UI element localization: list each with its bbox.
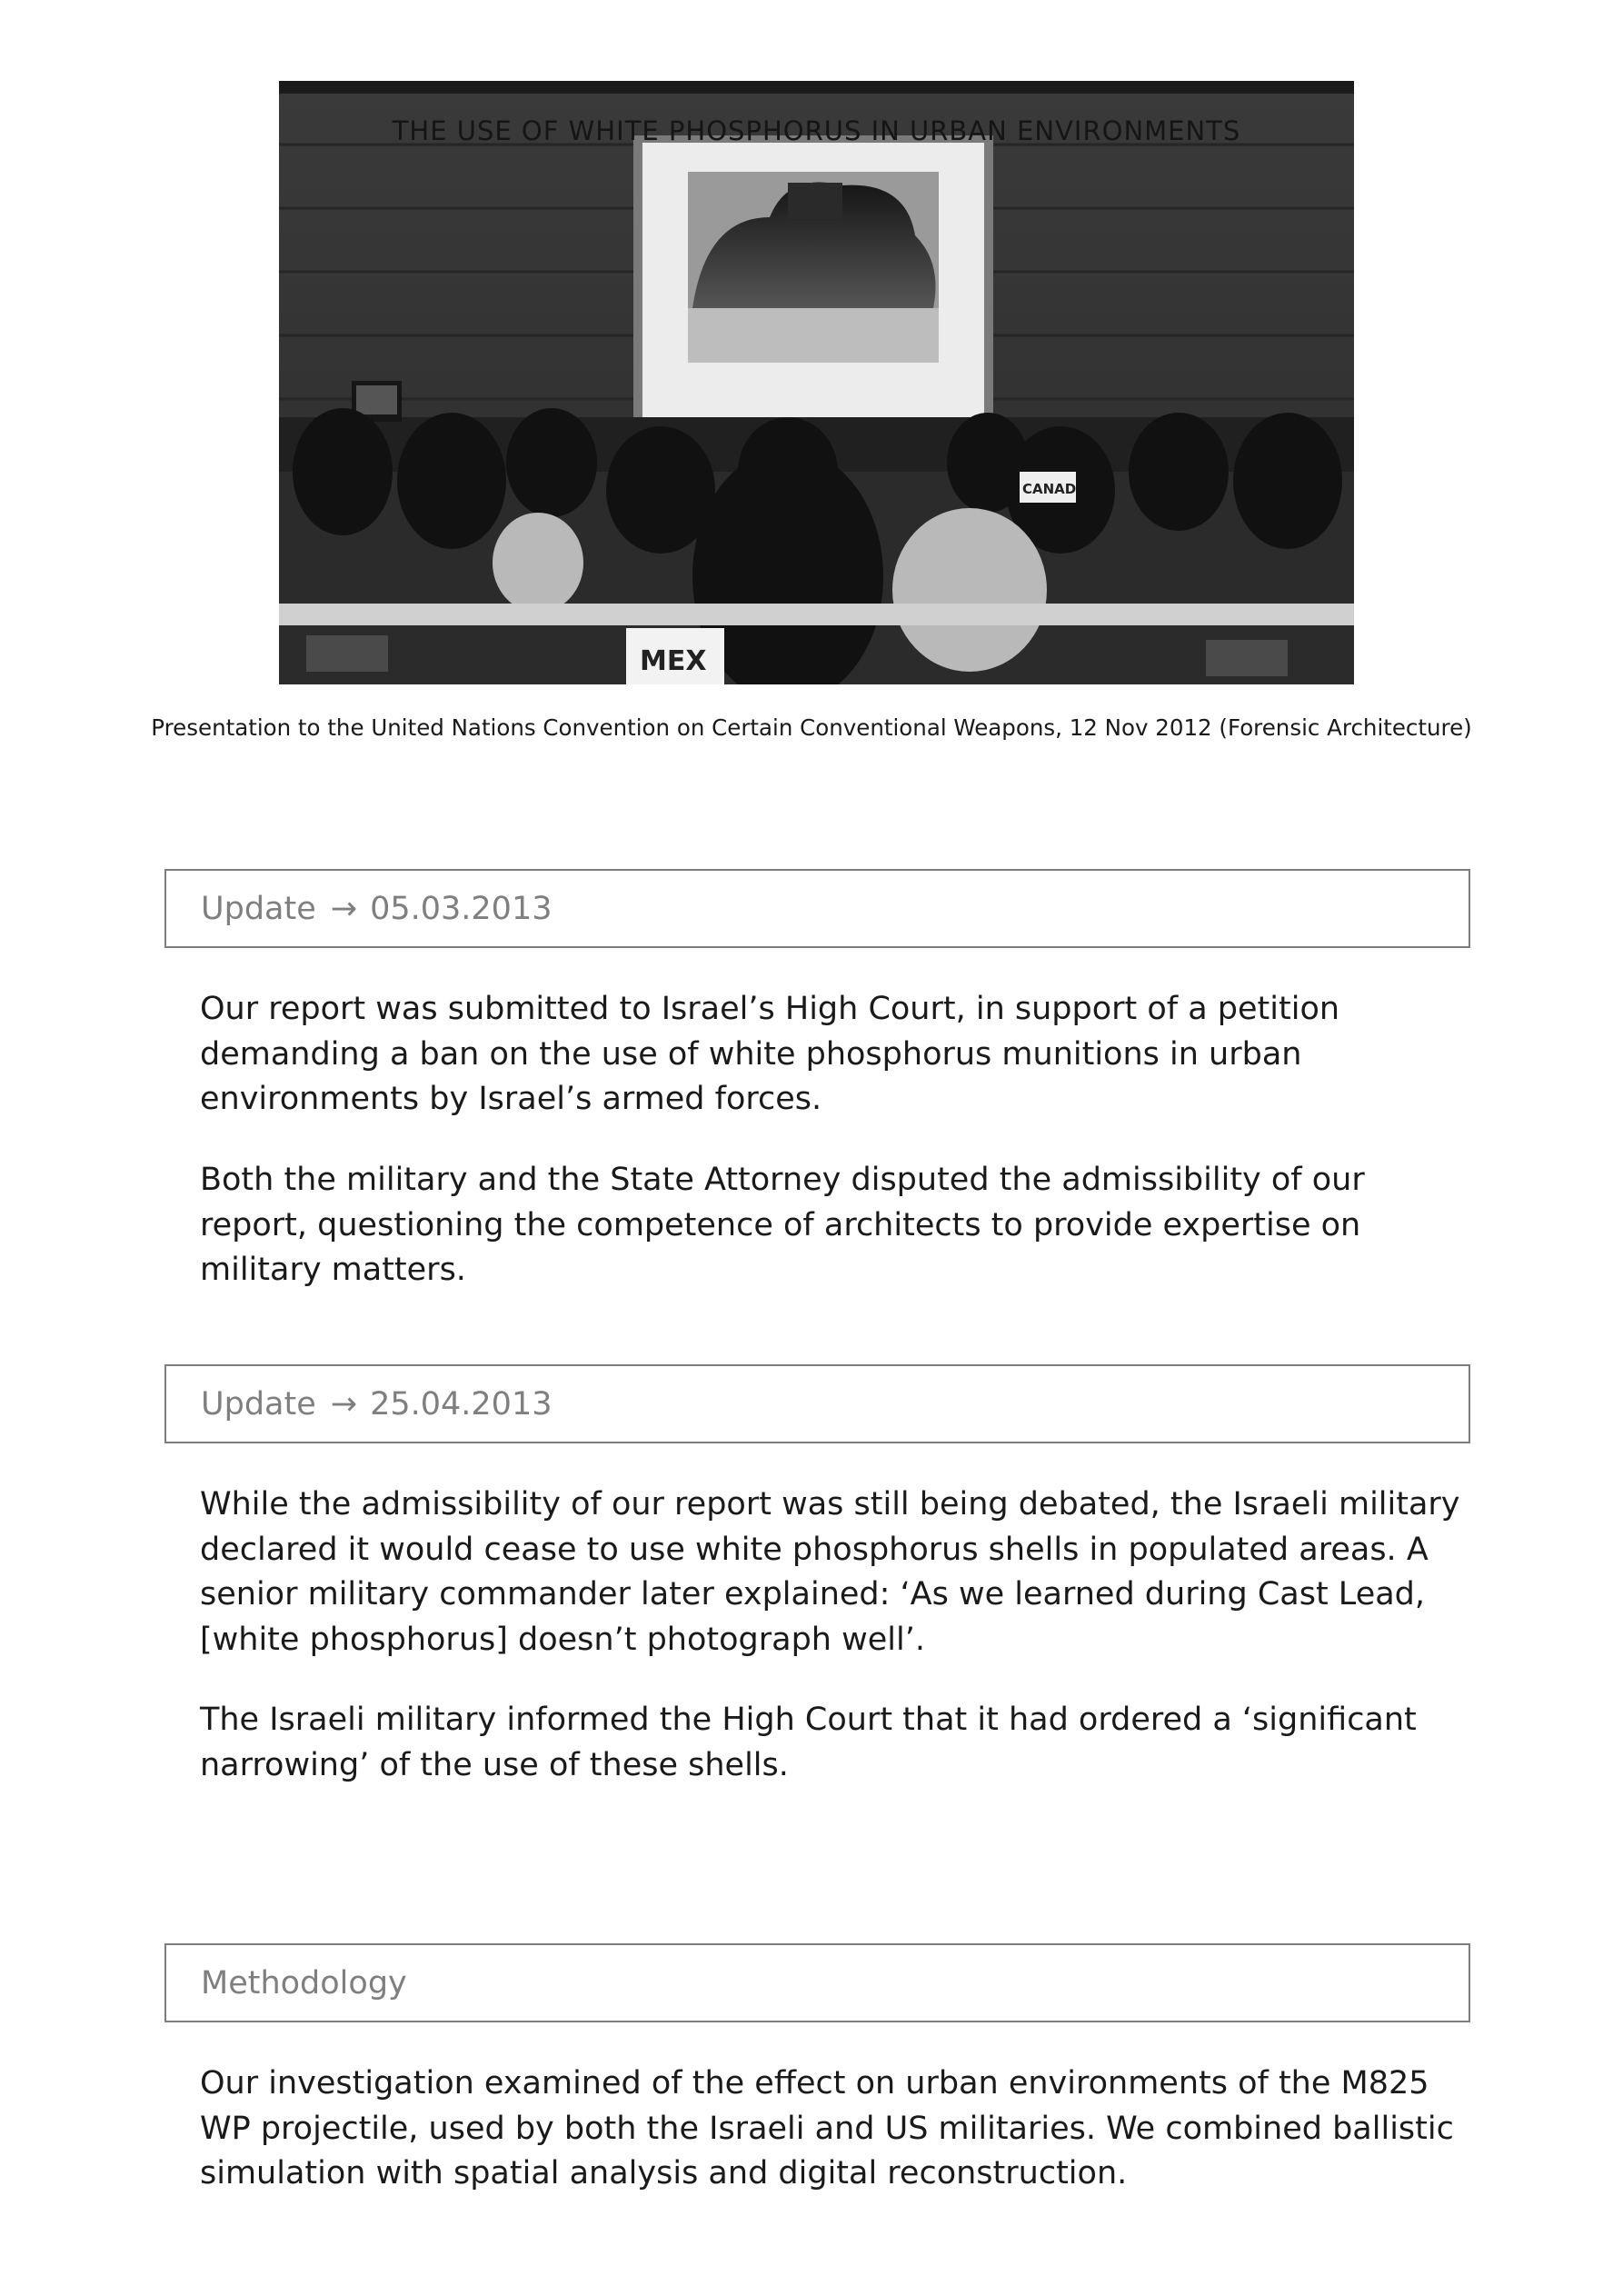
update-label: Update [201,890,316,927]
conference-photo-drawing [279,81,1354,684]
arrow-right-icon: → [330,890,358,927]
update-header-1 [164,869,1470,948]
methodology-label: Methodology [201,1964,407,2002]
conference-photo [279,81,1354,684]
update-date: 25.04.2013 [370,1385,553,1423]
update-1-paragraph-1: Our report was submitted to Israel’s High Court, in support of a petition demanding a ban on the use of white phosphorus munitions in urban environments by Israel’s armed forces. [200,991,1340,1117]
update-label: Update [201,1385,316,1423]
photo-title: THE USE OF WHITE PHOSPHORUS IN URBAN ENVIRONMENTS [392,115,1241,146]
update-date: 05.03.2013 [370,890,553,927]
arrow-right-icon: → [330,1385,358,1423]
placard-canada: CANAD [1022,481,1077,497]
update-1-paragraph-2: Both the military and the State Attorney disputed the admissibility of our report, questioning the competence of architects to provide expertise on military matters. [200,1162,1365,1288]
methodology-header [164,1943,1470,2022]
photo-caption: Presentation to the United Nations Convention on Certain Conventional Weapons, 12 Nov 2012 (Forensic Architecture) [151,714,1472,741]
update-header-2 [164,1364,1470,1443]
update-2-paragraph-2: The Israeli military informed the High Court that it had ordered a ‘significant narrowing’ of the use of these shells. [200,1702,1417,1783]
methodology-paragraph-1: Our investigation examined of the effect on urban environments of the M825 WP projectile, used by both the Israeli and US militaries. We combined ballistic simulation with spatial analysis and digital reconstruction. [200,2065,1454,2191]
update-2-paragraph-1: While the admissibility of our report was still being debated, the Israeli military declared it would cease to use white phosphorus shells in populated areas. A senior military commander later explained: ‘As we learned during Cast Lead, [white phosphorus] doesn’t photograph well’. [200,1486,1460,1658]
placard-mex: MEX [640,645,707,677]
